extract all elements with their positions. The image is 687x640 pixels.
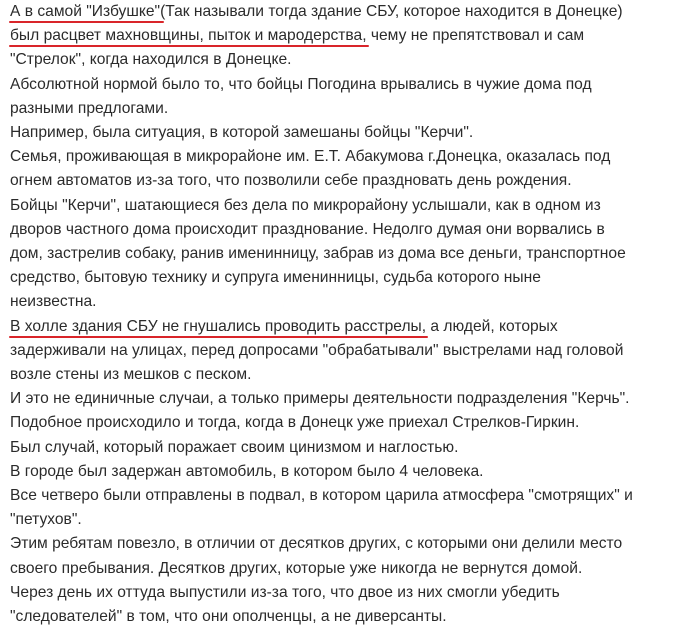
paragraph (10, 411, 684, 435)
paragraph (10, 436, 684, 460)
text-line (10, 24, 684, 48)
text-line: В городе был задержан автомобиль, в котором было 4 человека. (10, 462, 484, 480)
paragraph (10, 315, 684, 388)
text-line: Абсолютной нормой было то, что бойцы Погодина врывались в чужие дома под (10, 75, 592, 93)
paragraph (10, 532, 684, 580)
text-line: "следователей" в том, что они ополченцы, а не диверсанты. (10, 608, 447, 626)
text-line: Все четверо были отправлены в подвал, в котором царила атмосфера "смотрящих" и (10, 487, 633, 505)
paragraph (10, 581, 684, 629)
text-line: дом, застрелив собаку, ранив именинницу, забрав из дома все деньги, транспортное (10, 245, 626, 263)
text-line: дворов частного дома происходит празднование. Недолго думая они ворвались в (10, 220, 605, 238)
text-line: "петухов". (10, 511, 82, 529)
text-line: И это не единичные случаи, а только примеры деятельности подразделения "Керчь". (10, 390, 630, 408)
paragraph (10, 484, 684, 532)
paragraph (10, 73, 684, 121)
text-line (10, 0, 684, 24)
text-line: Бойцы "Керчи", шатающиеся без дела по микрорайону услышали, как в одном из (10, 196, 601, 214)
text-line (10, 315, 684, 339)
paragraph (10, 460, 684, 484)
text-line: разными предлогами. (10, 99, 169, 117)
text-line: Например, была ситуация, в которой замешаны бойцы "Керчи". (10, 124, 474, 142)
article-body (10, 0, 684, 629)
paragraph (10, 121, 684, 145)
red-underlined-phrase: был расцвет махновщины, пыток и мародерства, (10, 24, 367, 48)
red-underlined-phrase: А в самой "Избушке" (10, 0, 160, 24)
text-line: Этим ребятам повезло, в отличии от десятков других, с которыми они делили место (10, 535, 623, 553)
text-line: "Стрелок", когда находился в Донецке. (10, 51, 292, 69)
text-line: своего пребывания. Десятков других, которые уже никогда не вернутся домой. (10, 559, 583, 577)
text-line: задерживали на улицах, перед допросами "обрабатывали" выстрелами над головой (10, 341, 624, 359)
text-line: средство, бытовую технику и супруга именинницы, судьба которого ныне (10, 269, 541, 287)
text-line: огнем автоматов из-за того, что позволили себе праздновать день рождения. (10, 172, 572, 190)
paragraph (10, 387, 684, 411)
paragraph (10, 194, 684, 315)
paragraph (10, 0, 684, 73)
red-underlined-phrase: В холле здания СБУ не гнушались проводить расстрелы, (10, 315, 426, 339)
line-text: чему не препятствовал и сам (366, 27, 585, 45)
line-text: (Так называли тогда здание СБУ, которое находится в Донецке) (160, 3, 623, 20)
text-line: Был случай, который поражает своим цинизмом и наглостью. (10, 438, 459, 456)
text-line: Через день их оттуда выпустили из-за того, что двое из них смогли убедить (10, 583, 560, 601)
text-line: возле стены из мешков с песком. (10, 366, 252, 384)
line-text: а людей, которых (426, 317, 558, 335)
text-line: Семья, проживающая в микрорайоне им. Е.Т. Абакумова г.Донецка, оказалась под (10, 148, 611, 166)
text-line: Подобное происходило и тогда, когда в Донецк уже приехал Стрелков-Гиркин. (10, 414, 580, 432)
paragraph (10, 145, 684, 193)
text-line: неизвестна. (10, 293, 97, 311)
